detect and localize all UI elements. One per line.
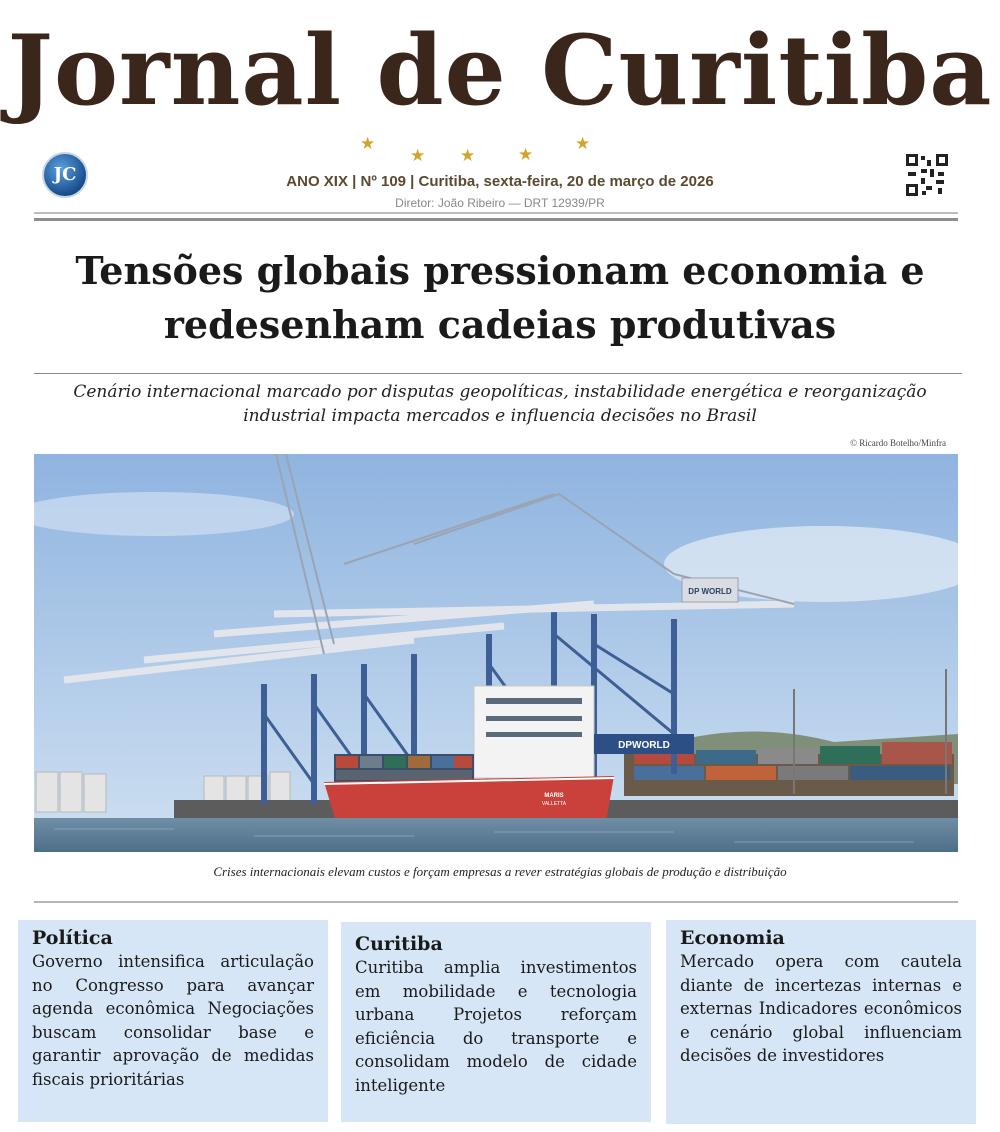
port-photo [34, 454, 958, 852]
section-box-politica [18, 920, 328, 1122]
ship-port-text: VALLETTA [541, 801, 567, 807]
photo-caption: Crises internacionais elevam custos e forçam empresas a rever estratégias globais de produção e distribuição [213, 864, 787, 879]
section-text: Governo intensifica articulação no Congresso para avançar agenda econômica Negociações buscam consolidar base e garantir aprovação de medidas fiscais prioritárias [32, 952, 314, 1089]
star-icon: ★ [575, 134, 591, 153]
header-rule [34, 212, 958, 214]
director-line: Diretor: João Ribeiro — DRT 12939/PR [395, 196, 605, 210]
star-icon: ★ [460, 146, 476, 165]
header-rule-thick [34, 218, 958, 221]
jc-logo: JC [42, 152, 88, 198]
section-text: Curitiba amplia investimentos em mobilidade e tecnologia urbana Projetos reforçam eficiência do transporte e consolidam modelo de cidade inteligente [355, 958, 637, 1095]
section-box-curitiba [341, 922, 651, 1122]
headline-divider [34, 373, 962, 374]
caption-divider [34, 901, 958, 903]
section-title: Política [32, 927, 113, 949]
star-icon: ★ [360, 134, 376, 153]
photo-credit: © Ricardo Botelho/Minfra [850, 438, 946, 448]
terminal-sign-text: DPWORLD [618, 740, 670, 751]
ship-name-text: MARIS [544, 793, 564, 799]
section-text: Mercado opera com cautela diante de incertezas internas e externas Indicadores econômicos e cenário global influenciam decisões de investidores [680, 952, 962, 1065]
masthead-stars [355, 130, 595, 165]
section-title: Curitiba [355, 933, 443, 955]
section-title: Economia [680, 927, 785, 949]
crane-sign-text: DP WORLD [688, 587, 732, 596]
section-box-economia [666, 920, 976, 1124]
newspaper-title: Jornal de Curitiba [7, 14, 993, 127]
star-icon: ★ [410, 146, 426, 165]
main-headline: Tensões globais pressionam economia e redesenham cadeias produtivas [75, 248, 925, 347]
subheadline: Cenário internacional marcado por disputas geopolíticas, instabilidade energética e reorganização industrial impacta mercados e influencia decisões no Brasil [73, 382, 927, 426]
issue-line: ANO XIX | Nº 109 | Curitiba, sexta-feira, 20 de março de 2026 [286, 173, 714, 190]
qr-code-icon[interactable] [906, 154, 948, 196]
star-icon: ★ [518, 145, 534, 164]
